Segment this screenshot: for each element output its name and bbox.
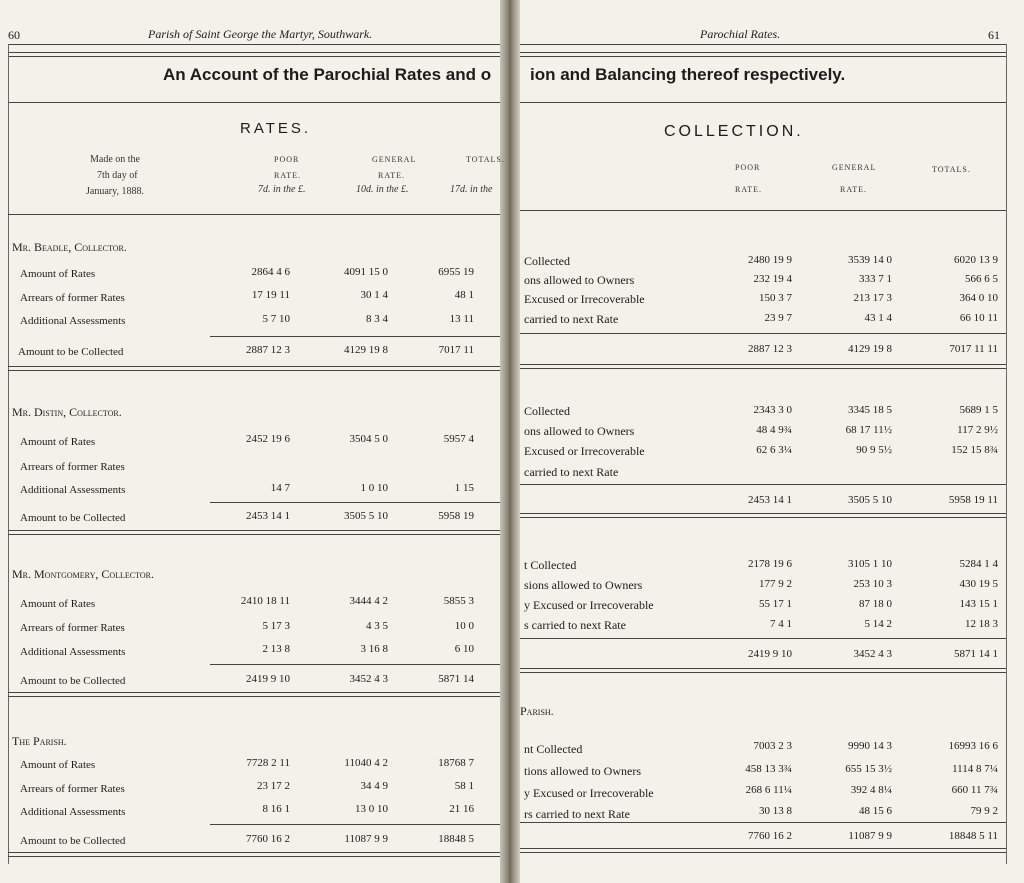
poor-value: 2 13 8: [262, 643, 290, 655]
row-label: Arrears of former Rates: [20, 622, 125, 634]
coll-general-sum: 11087 9 9: [848, 830, 892, 842]
coll-poor: 2343 3 0: [753, 404, 792, 416]
general-value: 34 4 9: [360, 780, 388, 792]
coll-general: 90 9 5½: [856, 444, 892, 456]
made-on-line-1: Made on the: [90, 154, 140, 165]
coll-general: 43 1 4: [864, 312, 892, 324]
coll-total: 143 15 1: [959, 598, 998, 610]
row-label: Amount of Rates: [20, 598, 96, 610]
coll-poor: 30 13 8: [759, 805, 792, 817]
coll-total: 12 18 3: [965, 618, 998, 630]
coll-total: 1114 8 7¼: [952, 763, 998, 775]
general-value: 3444 4 2: [349, 595, 388, 607]
right-running-head: Parochial Rates.: [700, 27, 781, 41]
coll-poor: 2178 19 6: [748, 558, 792, 570]
sum-rule: [520, 638, 1006, 639]
poor-value: 23 17 2: [257, 780, 290, 792]
coll-poor: 232 19 4: [753, 273, 792, 285]
poor-value: 5 17 3: [262, 620, 290, 632]
rates-col-totals-h1: TOTALS.: [466, 155, 505, 164]
coll-total: 66 10 11: [959, 312, 998, 324]
coll-poor: 268 6 11¼: [745, 784, 792, 796]
coll-poor: 2480 19 9: [748, 254, 792, 266]
block-rule: [8, 852, 500, 857]
rule: [520, 44, 1006, 45]
collection-section-title: COLLECTION.: [664, 123, 804, 140]
coll-total-sum: 7017 11 11: [949, 343, 998, 355]
coll-label: Collected: [524, 254, 570, 268]
coll-total-sum: 5958 19 11: [948, 494, 998, 506]
coll-general-sum: 3452 4 3: [853, 648, 892, 660]
title-left: An Account of the Parochial Rates and o: [163, 65, 492, 84]
row-label: Additional Assessments: [20, 315, 126, 327]
sum-rule: [210, 664, 500, 665]
coll-label: y Excused or Irrecoverable: [524, 598, 654, 612]
poor-sum: 7760 16 2: [246, 833, 290, 845]
rates-col-totals-h3: 17d. in the: [450, 184, 493, 195]
sum-rule: [210, 502, 500, 503]
total-sum: 7017 11: [438, 344, 474, 356]
rates-col-general-h3: 10d. in the £.: [356, 184, 409, 195]
coll-general: 87 18 0: [859, 598, 892, 610]
poor-value: 5 7 10: [262, 313, 290, 325]
coll-poor-sum: 2419 9 10: [748, 648, 792, 660]
row-label: Amount of Rates: [20, 759, 96, 771]
coll-total: 152 15 8¾: [951, 444, 998, 456]
general-value: 13 0 10: [355, 803, 388, 815]
row-label: Additional Assessments: [20, 646, 126, 658]
coll-general: 68 17 11½: [845, 424, 892, 436]
collector-name: Mr. Distin, Collector.: [12, 405, 122, 419]
block-rule: [8, 692, 500, 697]
total-value: 10 0: [454, 620, 474, 632]
block-rule: [520, 513, 1006, 518]
coll-col-general-h1: GENERAL: [832, 163, 877, 172]
coll-label: Collected: [524, 404, 570, 418]
right-border: [1006, 44, 1007, 864]
general-value: 8 3 4: [366, 313, 388, 325]
double-rule: [520, 52, 1006, 57]
coll-general: 655 15 3½: [845, 763, 892, 775]
poor-value: 8 16 1: [262, 803, 290, 815]
poor-sum: 2887 12 3: [246, 344, 290, 356]
poor-sum: 2453 14 1: [246, 510, 290, 522]
collector-name: Mr. Beadle, Collector.: [12, 240, 127, 254]
block-rule: [520, 364, 1006, 369]
coll-poor: 150 3 7: [759, 292, 792, 304]
total-value: 5855 3: [443, 595, 474, 607]
general-value: 4091 15 0: [344, 266, 388, 278]
poor-value: 2452 19 6: [246, 433, 290, 445]
collector-name: The Parish.: [12, 734, 67, 748]
coll-general: 9990 14 3: [848, 740, 892, 752]
sum-rule: [520, 484, 1006, 485]
total-value: 58 1: [454, 780, 474, 792]
total-sum: 5871 14: [438, 673, 474, 685]
sum-rule: [520, 822, 1006, 823]
left-page-number: 60: [8, 28, 20, 42]
coll-col-general-h2: RATE.: [840, 185, 867, 194]
coll-general: 48 15 6: [859, 805, 892, 817]
parish-label: Parish.: [520, 704, 554, 718]
coll-total: 430 19 5: [959, 578, 998, 590]
coll-label: ons allowed to Owners: [524, 424, 635, 438]
sum-rule: [520, 333, 1006, 334]
coll-label: sions allowed to Owners: [524, 578, 643, 592]
coll-label: Excused or Irrecoverable: [524, 292, 645, 306]
poor-value: 2864 4 6: [251, 266, 290, 278]
sum-label: Amount to be Collected: [20, 512, 126, 524]
poor-sum: 2419 9 10: [246, 673, 290, 685]
coll-total: 16993 16 6: [948, 740, 998, 752]
book-gutter: [500, 0, 520, 883]
total-value: 48 1: [454, 289, 474, 301]
total-value: 18768 7: [438, 757, 474, 769]
coll-col-poor-h2: RATE.: [735, 185, 762, 194]
rule: [8, 44, 500, 45]
rates-col-poor-h1: POOR: [274, 155, 300, 164]
coll-general: 3345 18 5: [848, 404, 892, 416]
coll-poor: 7 4 1: [770, 618, 792, 630]
row-label: Arrears of former Rates: [20, 783, 125, 795]
coll-poor: 7003 2 3: [753, 740, 792, 752]
title-right: ion and Balancing thereof respectively.: [530, 65, 846, 84]
general-sum: 11087 9 9: [344, 833, 388, 845]
coll-general: 213 17 3: [853, 292, 892, 304]
coll-label: t Collected: [524, 558, 577, 572]
general-sum: 4129 19 8: [344, 344, 388, 356]
poor-value: 2410 18 11: [240, 595, 290, 607]
row-label: Additional Assessments: [20, 806, 126, 818]
general-value: 3 16 8: [360, 643, 388, 655]
coll-poor: 458 13 3¾: [745, 763, 792, 775]
coll-label: carried to next Rate: [524, 312, 619, 326]
total-value: 1 15: [454, 482, 474, 494]
total-value: 6955 19: [438, 266, 474, 278]
block-rule: [8, 530, 500, 535]
general-value: 4 3 5: [366, 620, 388, 632]
coll-total: 117 2 9½: [957, 424, 998, 436]
rates-section-title: RATES.: [240, 120, 312, 137]
rates-col-general-h1: GENERAL: [372, 155, 417, 164]
coll-poor-sum: 2453 14 1: [748, 494, 792, 506]
coll-general: 5 14 2: [864, 618, 892, 630]
coll-general: 3105 1 10: [848, 558, 892, 570]
coll-poor: 177 9 2: [759, 578, 792, 590]
poor-value: 14 7: [270, 482, 290, 494]
row-label: Amount of Rates: [20, 436, 96, 448]
coll-label: rs carried to next Rate: [524, 807, 630, 821]
rates-col-poor-h2: RATE.: [274, 171, 301, 180]
total-value: 5957 4: [443, 433, 474, 445]
coll-label: tions allowed to Owners: [524, 764, 641, 778]
block-rule: [520, 848, 1006, 853]
coll-label: y Excused or Irrecoverable: [524, 786, 654, 800]
general-value: 11040 4 2: [344, 757, 388, 769]
block-rule: [8, 366, 500, 371]
poor-value: 17 19 11: [251, 289, 290, 301]
collector-name: Mr. Montgomery, Collector.: [12, 567, 154, 581]
coll-total: 5284 1 4: [959, 558, 998, 570]
general-value: 1 0 10: [360, 482, 388, 494]
total-value: 21 16: [449, 803, 474, 815]
coll-total-sum: 18848 5 11: [948, 830, 998, 842]
rule: [520, 102, 1006, 103]
coll-label: carried to next Rate: [524, 465, 619, 479]
right-page-number: 61: [988, 28, 1000, 42]
coll-general: 253 10 3: [853, 578, 892, 590]
row-label: Arrears of former Rates: [20, 461, 125, 473]
coll-poor: 55 17 1: [759, 598, 792, 610]
rates-col-poor-h3: 7d. in the £.: [258, 184, 306, 195]
coll-general-sum: 4129 19 8: [848, 343, 892, 355]
coll-col-poor-h1: POOR: [735, 163, 761, 172]
sum-rule: [210, 824, 500, 825]
total-sum: 5958 19: [438, 510, 474, 522]
row-label: Additional Assessments: [20, 484, 126, 496]
total-sum: 18848 5: [438, 833, 474, 845]
coll-total-sum: 5871 14 1: [954, 648, 998, 660]
row-label: Amount of Rates: [20, 268, 96, 280]
coll-total: 364 0 10: [959, 292, 998, 304]
coll-general: 392 4 8¼: [850, 784, 892, 796]
left-running-head: Parish of Saint George the Martyr, Southwark.: [148, 27, 373, 41]
coll-general-sum: 3505 5 10: [848, 494, 892, 506]
made-on-line-3: January, 1888.: [86, 186, 144, 197]
coll-label: s carried to next Rate: [524, 618, 626, 632]
coll-general: 3539 14 0: [848, 254, 892, 266]
general-value: 30 1 4: [360, 289, 388, 301]
coll-total: 6020 13 9: [954, 254, 998, 266]
block-rule: [520, 668, 1006, 673]
total-value: 13 11: [449, 313, 474, 325]
sum-label: Amount to be Collected: [20, 675, 126, 687]
coll-poor: 23 9 7: [764, 312, 792, 324]
coll-total: 566 6 5: [965, 273, 998, 285]
made-on-line-2: 7th day of: [97, 170, 138, 181]
rule: [520, 210, 1006, 211]
coll-poor: 62 6 3¼: [756, 444, 792, 456]
general-value: 3504 5 0: [349, 433, 388, 445]
general-sum: 3505 5 10: [344, 510, 388, 522]
left-border: [8, 44, 9, 864]
sum-label: Amount to be Collected: [20, 835, 126, 847]
double-rule: [8, 52, 500, 57]
coll-poor: 48 4 9¾: [756, 424, 792, 436]
coll-general: 333 7 1: [859, 273, 892, 285]
row-label: Arrears of former Rates: [20, 292, 125, 304]
sum-rule: [210, 336, 500, 337]
general-sum: 3452 4 3: [349, 673, 388, 685]
coll-label: nt Collected: [524, 742, 583, 756]
coll-label: Excused or Irrecoverable: [524, 444, 645, 458]
coll-total: 660 11 7¾: [951, 784, 998, 796]
total-value: 6 10: [454, 643, 474, 655]
rule: [8, 214, 500, 215]
rates-col-general-h2: RATE.: [378, 171, 405, 180]
coll-col-totals-h1: TOTALS.: [932, 165, 971, 174]
coll-total: 5689 1 5: [959, 404, 998, 416]
sum-label: Amount to be Collected: [18, 346, 124, 358]
coll-total: 79 9 2: [970, 805, 998, 817]
coll-label: ons allowed to Owners: [524, 273, 635, 287]
rule: [8, 102, 500, 103]
poor-value: 7728 2 11: [246, 757, 290, 769]
coll-poor-sum: 2887 12 3: [748, 343, 792, 355]
coll-poor-sum: 7760 16 2: [748, 830, 792, 842]
